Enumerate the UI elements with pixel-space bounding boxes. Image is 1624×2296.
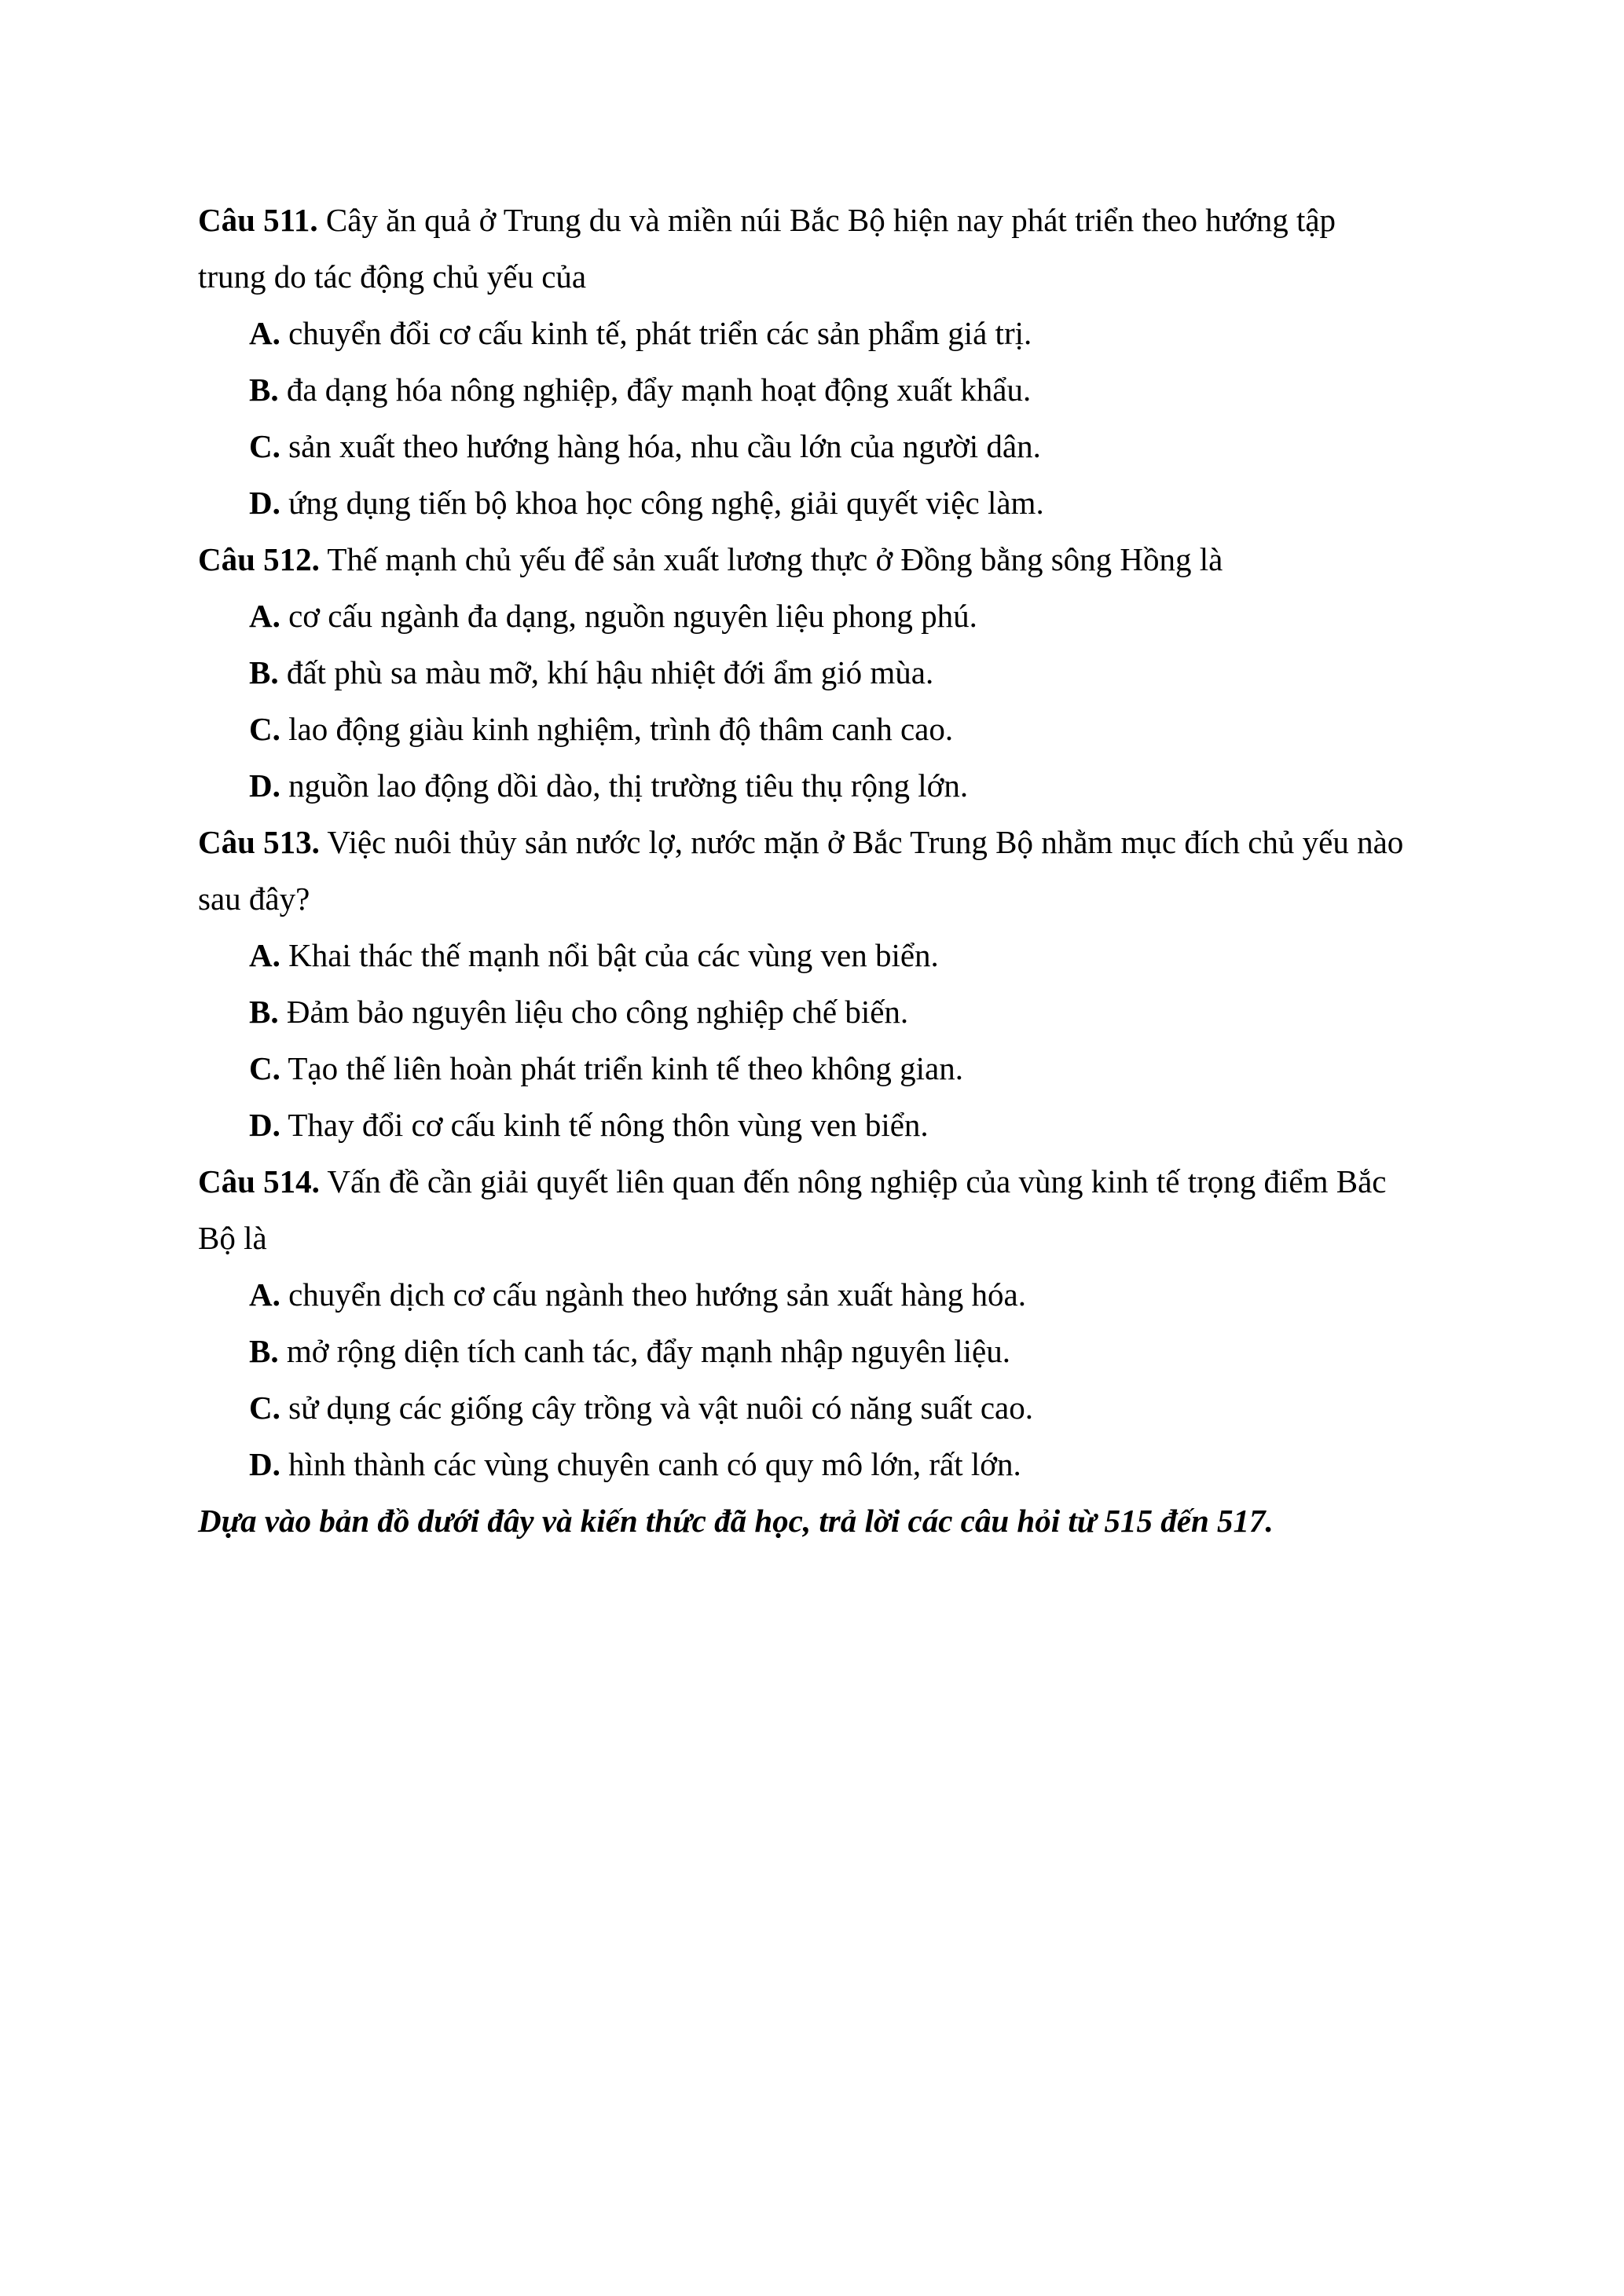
question-label: Câu 514. bbox=[198, 1163, 320, 1199]
question-stem bbox=[198, 192, 1455, 248]
option-text: sản xuất theo hướng hàng hóa, nhu cầu lớn của người dân. bbox=[280, 428, 1041, 464]
option-text: hình thành các vùng chuyên canh có quy mô lớn, rất lớn. bbox=[280, 1446, 1021, 1482]
option-d bbox=[198, 1436, 1455, 1492]
question-stem bbox=[198, 1153, 1455, 1210]
option-label: D. bbox=[249, 1107, 280, 1143]
option-c bbox=[198, 1040, 1455, 1097]
question-label: Câu 511. bbox=[198, 202, 318, 238]
question-stem bbox=[198, 531, 1455, 588]
question-512 bbox=[198, 531, 1455, 814]
question-text: Cây ăn quả ở Trung du và miền núi Bắc Bộ hiện nay phát triển theo hướng tập bbox=[317, 202, 1336, 238]
option-c bbox=[198, 701, 1455, 757]
option-b bbox=[198, 983, 1455, 1040]
option-label: A. bbox=[249, 315, 280, 351]
option-b bbox=[198, 644, 1455, 701]
question-513 bbox=[198, 814, 1455, 1153]
document-page bbox=[198, 192, 1455, 1549]
option-text: chuyển đổi cơ cấu kinh tế, phát triển các sản phẩm giá trị. bbox=[280, 315, 1032, 351]
option-label: C. bbox=[249, 1050, 280, 1086]
option-label: B. bbox=[249, 654, 279, 690]
option-a bbox=[198, 927, 1455, 983]
option-text: sử dụng các giống cây trồng và vật nuôi có năng suất cao. bbox=[280, 1390, 1033, 1426]
option-d bbox=[198, 1097, 1455, 1153]
question-label: Câu 513. bbox=[198, 824, 320, 860]
option-text: ứng dụng tiến bộ khoa học công nghệ, giải quyết việc làm. bbox=[280, 485, 1044, 521]
map-instruction: Dựa vào bản đồ dưới đây và kiến thức đã học, trả lời các câu hỏi từ 515 đến 517. bbox=[198, 1503, 1274, 1539]
option-label: A. bbox=[249, 1276, 280, 1313]
option-label: B. bbox=[249, 994, 279, 1030]
option-text: cơ cấu ngành đa dạng, nguồn nguyên liệu phong phú. bbox=[280, 598, 977, 634]
question-text: Thế mạnh chủ yếu để sản xuất lương thực ở Đồng bằng sông Hồng là bbox=[319, 541, 1223, 577]
option-label: A. bbox=[249, 598, 280, 634]
option-d bbox=[198, 474, 1455, 531]
option-text: Đảm bảo nguyên liệu cho công nghiệp chế biến. bbox=[278, 994, 909, 1030]
option-label: C. bbox=[249, 711, 280, 747]
option-label: B. bbox=[249, 372, 279, 408]
option-c bbox=[198, 1379, 1455, 1436]
option-text: Khai thác thế mạnh nổi bật của các vùng ven biển. bbox=[280, 937, 939, 973]
question-text-continued: trung do tác động chủ yếu của bbox=[198, 258, 587, 295]
option-text: mở rộng diện tích canh tác, đẩy mạnh nhập nguyên liệu. bbox=[278, 1333, 1010, 1369]
option-label: D. bbox=[249, 1446, 280, 1482]
question-514 bbox=[198, 1153, 1455, 1492]
option-a bbox=[198, 1266, 1455, 1323]
option-label: D. bbox=[249, 485, 280, 521]
question-511 bbox=[198, 192, 1455, 531]
question-text: Vấn đề cần giải quyết liên quan đến nông nghiệp của vùng kinh tế trọng điểm Bắc bbox=[319, 1163, 1387, 1199]
option-text: Tạo thế liên hoàn phát triển kinh tế theo không gian. bbox=[280, 1050, 964, 1086]
question-text-continued: sau đây? bbox=[198, 881, 310, 917]
option-a bbox=[198, 588, 1455, 644]
option-label: C. bbox=[249, 428, 280, 464]
option-text: lao động giàu kinh nghiệm, trình độ thâm canh cao. bbox=[280, 711, 954, 747]
question-text: Việc nuôi thủy sản nước lợ, nước mặn ở Bắc Trung Bộ nhằm mục đích chủ yếu nào bbox=[319, 824, 1404, 860]
option-label: D. bbox=[249, 767, 280, 804]
option-label: B. bbox=[249, 1333, 279, 1369]
option-text: đất phù sa màu mỡ, khí hậu nhiệt đới ẩm gió mùa. bbox=[278, 654, 934, 690]
option-label: C. bbox=[249, 1390, 280, 1426]
question-stem bbox=[198, 814, 1455, 870]
option-c bbox=[198, 418, 1455, 474]
question-label: Câu 512. bbox=[198, 541, 320, 577]
option-b bbox=[198, 361, 1455, 418]
option-a bbox=[198, 305, 1455, 361]
option-b bbox=[198, 1323, 1455, 1379]
option-label: A. bbox=[249, 937, 280, 973]
option-text: chuyển dịch cơ cấu ngành theo hướng sản xuất hàng hóa. bbox=[280, 1276, 1026, 1313]
option-text: Thay đổi cơ cấu kinh tế nông thôn vùng ven biển. bbox=[280, 1107, 929, 1143]
question-text-continued: Bộ là bbox=[198, 1220, 267, 1256]
option-d bbox=[198, 757, 1455, 814]
option-text: đa dạng hóa nông nghiệp, đẩy mạnh hoạt động xuất khẩu. bbox=[278, 372, 1032, 408]
option-text: nguồn lao động dồi dào, thị trường tiêu thụ rộng lớn. bbox=[280, 767, 969, 804]
